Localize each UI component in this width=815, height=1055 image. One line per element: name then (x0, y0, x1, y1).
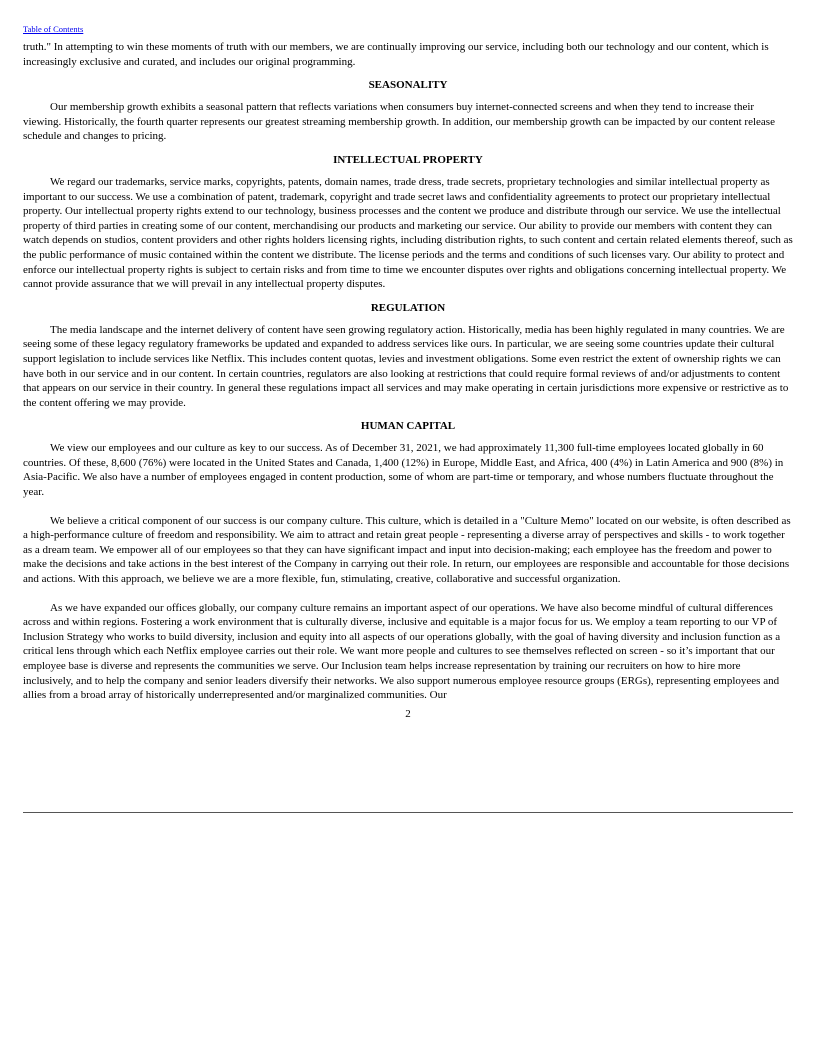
seasonality-paragraph: Our membership growth exhibits a seasonal pattern that reflects variations when consumers buy internet-connected screens and when they tend to increase their viewing. Historically, the fourth quarter represents our greatest streaming membership growth. In addition, our membership growth can be impacted by our content release schedule and changes to pricing. (23, 101, 775, 143)
page-divider (23, 812, 793, 813)
page-number: 2 (405, 707, 411, 720)
regulation-heading: REGULATION (370, 301, 446, 314)
table-of-contents-link[interactable]: Table of Contents (23, 24, 84, 34)
regulation-paragraph: The media landscape and the internet delivery of content have seen growing regulatory action. Historically, media has been highly regulated in many countries. We are seeing some of these legacy regulatory frameworks be updated and expanded to address services like ours. In particular, we are seeing some countries update their cultural support legislation to include services like Netflix. This includes content quotas, levies and investment obligations. Some even restrict the extent of ownership rights we can have both in our service and in our content. In certain countries, regulators are also looking at restrictions that could require formal reviews of and/or adjustments to content that appears on our service in their country. In general these regulations impact all services and may make operating in certain jurisdictions more expensive or restrictive as to the content offering we may provide. (23, 323, 789, 409)
human-capital-paragraph-inclusion: As we have expanded our offices globally, our company culture remains an important aspect of our operations. We have also become mindful of cultural differences across and within regions. Fostering a work environment that is culturally diverse, inclusive and equitable is a major focus for us. We employ a team reporting to our VP of Inclusion Strategy who works to build diversity, inclusion and equity into all aspects of our operations globally, with the goal of having diversity and inclusion function as a critical lens through which each Netflix employee carries out their role. We want more people and cultures to see themselves reflected on screen - so it’s important that our employee base is diverse and represents the communities we serve. Our Inclusion team helps increase representation by training our recruiters on how to hire more inclusively, and to help the company and senior leaders diversify their networks. We also support numerous employee resource groups (ERGs), representing employees and allies from a broad array of historically underrepresented and/or marginalized communities. Our (23, 601, 781, 702)
intellectual-property-paragraph: We regard our trademarks, service marks, copyrights, patents, domain names, trade dress, trade secrets, proprietary technologies and similar intellectual property as important to our success. We use a combination of patent, trademark, copyright and trade secret laws and confidentiality agreements to protect our proprietary intellectual property. Our intellectual property rights extend to our technology, business processes and the content we produce and distribute through our service. We use the intellectual property of third parties in creating some of our content, merchandising our products and marketing our service. Our ability to provide our members with content they can watch depends on studios, content providers and other rights holders licensing rights, including distribution rights, to such content and certain related elements thereof, such as the public performance of music contained within the content we distribute. The license periods and the terms and conditions of such licenses vary. Our ability to protect and enforce our intellectual property rights is subject to certain risks and from time to time we encounter disputes over rights and obligations concerning intellectual property. We cannot provide assurance that we will prevail in any intellectual property disputes. (23, 175, 793, 291)
intro-paragraph: truth." In attempting to win these moments of truth with our members, we are continually improving our service, including both our technology and our content, which is increasingly exclusive and curated, and includes our original programming. (23, 41, 769, 68)
intellectual-property-heading: INTELLECTUAL PROPERTY (333, 153, 483, 166)
human-capital-paragraph-employees: We view our employees and our culture as key to our success. As of December 31, 2021, we had approximately 11,300 full-time employees located globally in 60 countries. Of these, 8,600 (76%) were located in the United States and Canada, 1,400 (12%) in Europe, Middle East, and Africa, 400 (4%) in Latin America and 900 (8%) in Asia-Pacific. We also have a number of employees engaged in content production, some of whom are part-time or temporary, and whose numbers fluctuate throughout the year. (23, 442, 784, 499)
seasonality-heading: SEASONALITY (368, 79, 448, 92)
human-capital-paragraph-culture: We believe a critical component of our success is our company culture. This culture, which is detailed in a "Culture Memo" located on our website, is often described as a high-performance culture of freedom and responsibility. We aim to attract and retain great people - representing a diverse array of perspectives and skills - to work together as a dream team. We empower all of our employees so that they can have significant impact and input into decision-making; each employee has the freedom and power to make the decisions and take actions in the best interest of the Company in carrying out their role. In return, our employees are responsible and accountable for those decisions and actions. With this approach, we believe we are a more flexible, fun, stimulating, creative, collaborative and successful organization. (23, 514, 791, 586)
human-capital-heading: HUMAN CAPITAL (360, 420, 456, 433)
document-page (23, 24, 793, 721)
